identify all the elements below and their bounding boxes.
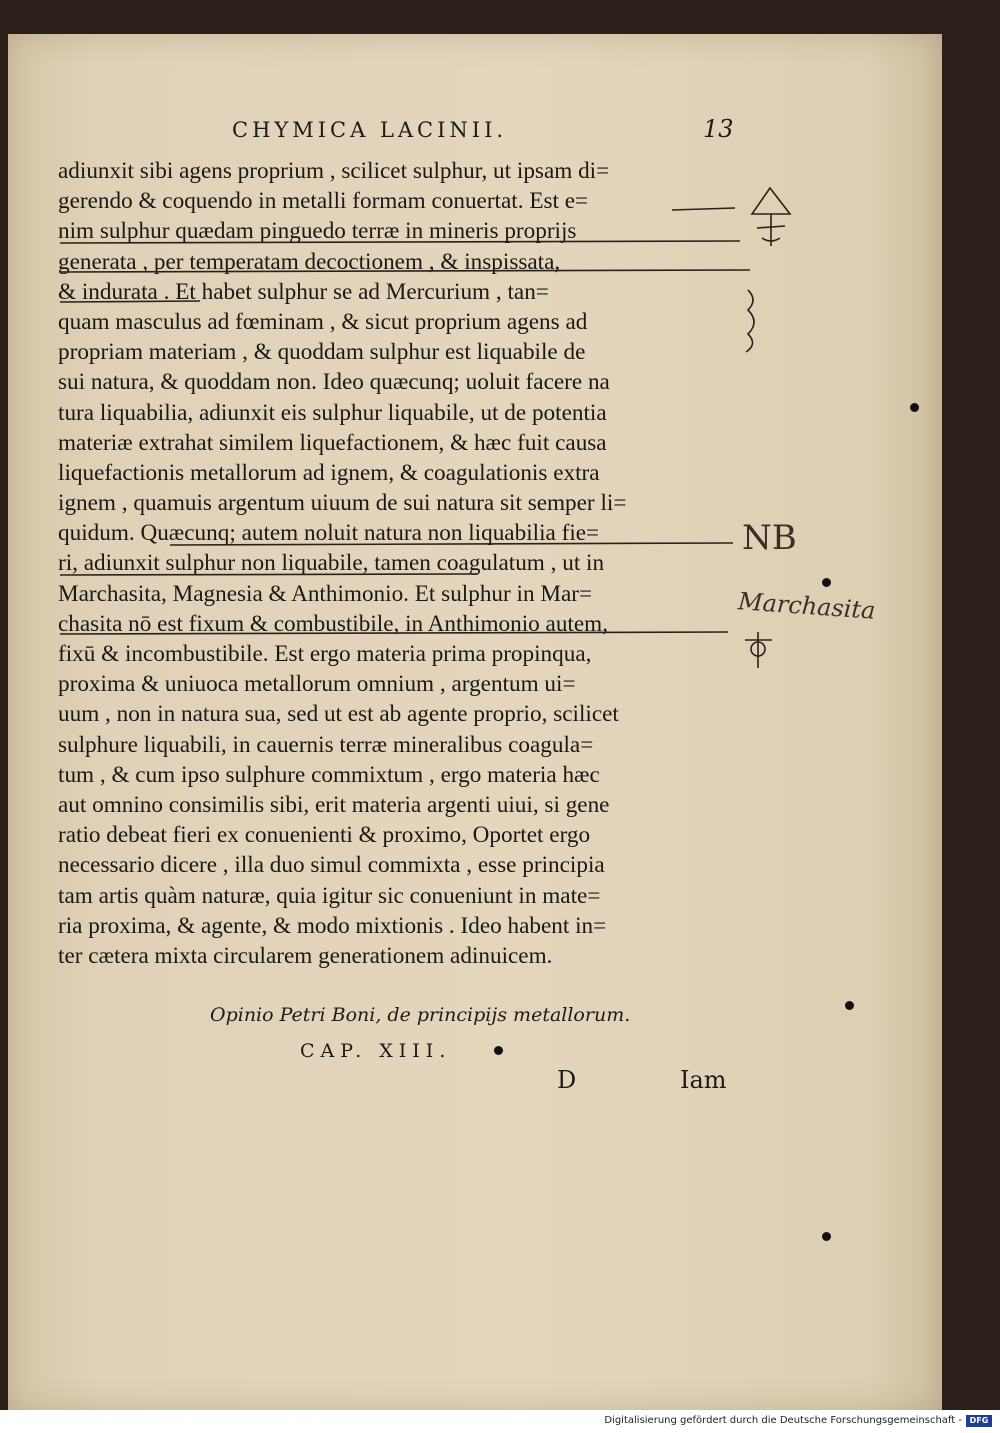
text-line: tum , & cum ipso sulphure commixtum , ergo materia hæc	[58, 761, 600, 788]
text-line: tura liquabilia, adiunxit eis sulphur liquabile, ut de potentia	[58, 399, 607, 426]
text-line: uum , non in natura sua, sed ut est ab agente proprio, scilicet	[58, 701, 619, 728]
underline-mark	[60, 241, 740, 243]
text-line: & indurata . Et habet sulphur se ad Mercurium , tan=	[58, 278, 549, 305]
text-line: sulphure liquabili, in cauernis terræ mineralibus coagula=	[58, 731, 594, 758]
ink-dot	[822, 578, 831, 587]
ink-dot	[910, 403, 919, 412]
page-number: 13	[703, 115, 734, 143]
text-line: ri, adiunxit sulphur non liquabile, tamen coagulatum , ut in	[58, 550, 605, 577]
text-line: quam masculus ad fœminam , & sicut proprium agens ad	[58, 308, 588, 335]
text-line: liquefactionis metallorum ad ignem, & coagulationis extra	[58, 459, 600, 486]
initial-letter: D	[557, 1066, 577, 1094]
chapter-number: CAP. XIII.	[300, 1040, 452, 1062]
footer-credit: Digitalisierung gefördert durch die Deutsche Forschungsgemeinschaft -	[604, 1415, 962, 1426]
text-line: materiæ extrahat similem liquefactionem, & hæc fuit causa	[58, 429, 607, 456]
underline-mark	[170, 543, 733, 545]
text-line: ter cætera mixta circularem generationem adinuicem.	[58, 942, 553, 969]
text-line: tam artis quàm naturæ, quia igitur sic conueniunt in mate=	[58, 882, 601, 909]
catchword: Iam	[680, 1066, 727, 1094]
text-line: gerendo & coquendo in metalli formam conuertat. Est e=	[58, 188, 589, 215]
sulphur-symbol-icon	[752, 188, 790, 214]
text-line: propriam materiam , & quoddam sulphur est liquabile de	[58, 339, 586, 366]
running-head: CHYMICA LACINII.	[232, 118, 508, 142]
underline-mark	[60, 574, 478, 575]
text-line: chasita nō est fixum & combustibile, in Anthimonio autem,	[58, 610, 608, 637]
text-line: adiunxit sibi agens proprium , scilicet sulphur, ut ipsam di=	[58, 158, 610, 184]
text-line: fixū & incombustibile. Est ergo materia prima propinqua,	[58, 641, 592, 667]
text-line: necessario dicere , illa duo simul commixta , esse principia	[58, 852, 605, 879]
underline-mark	[60, 301, 200, 302]
text-line: Marchasita, Magnesia & Anthimonio. Et sulphur in Mar=	[58, 580, 593, 607]
ink-dot	[822, 1232, 831, 1241]
margin-bracket-icon	[746, 290, 754, 352]
margin-note-marchasita: Marchasita	[737, 587, 877, 625]
underline-mark	[60, 270, 750, 272]
underline-mark	[60, 632, 728, 634]
underline-mark	[672, 208, 735, 210]
text-line: nim sulphur quædam pinguedo terræ in mineris proprijs	[58, 218, 577, 245]
dfg-logo: DFG	[966, 1415, 992, 1427]
text-line: proxima & uniuoca metallorum omnium , argentum ui=	[58, 671, 576, 698]
margin-note-nb: NB	[742, 518, 797, 558]
ink-dot	[845, 1001, 854, 1010]
text-line: generata , per temperatam decoctionem , & inspissata,	[58, 248, 561, 275]
text-line: ria proxima, & agente, & modo mixtionis . Ideo habent in=	[58, 912, 607, 939]
text-line: aut omnino consimilis sibi, erit materia argenti uiui, si gene	[58, 791, 610, 818]
section-heading: Opinio Petri Boni, de principijs metallorum.	[210, 1004, 631, 1026]
text-line: ignem , quamuis argentum uiuum de sui natura sit semper li=	[58, 490, 627, 517]
text-line: ratio debeat fieri ex conuenienti & proximo, Oportet ergo	[58, 822, 591, 849]
text-line: sui natura, & quoddam non. Ideo quæcunq; uoluit facere na	[58, 369, 610, 396]
text-line: quidum. Quæcunq; autem noluit natura non liquabilia fie=	[58, 520, 600, 547]
ink-dot	[494, 1046, 503, 1055]
